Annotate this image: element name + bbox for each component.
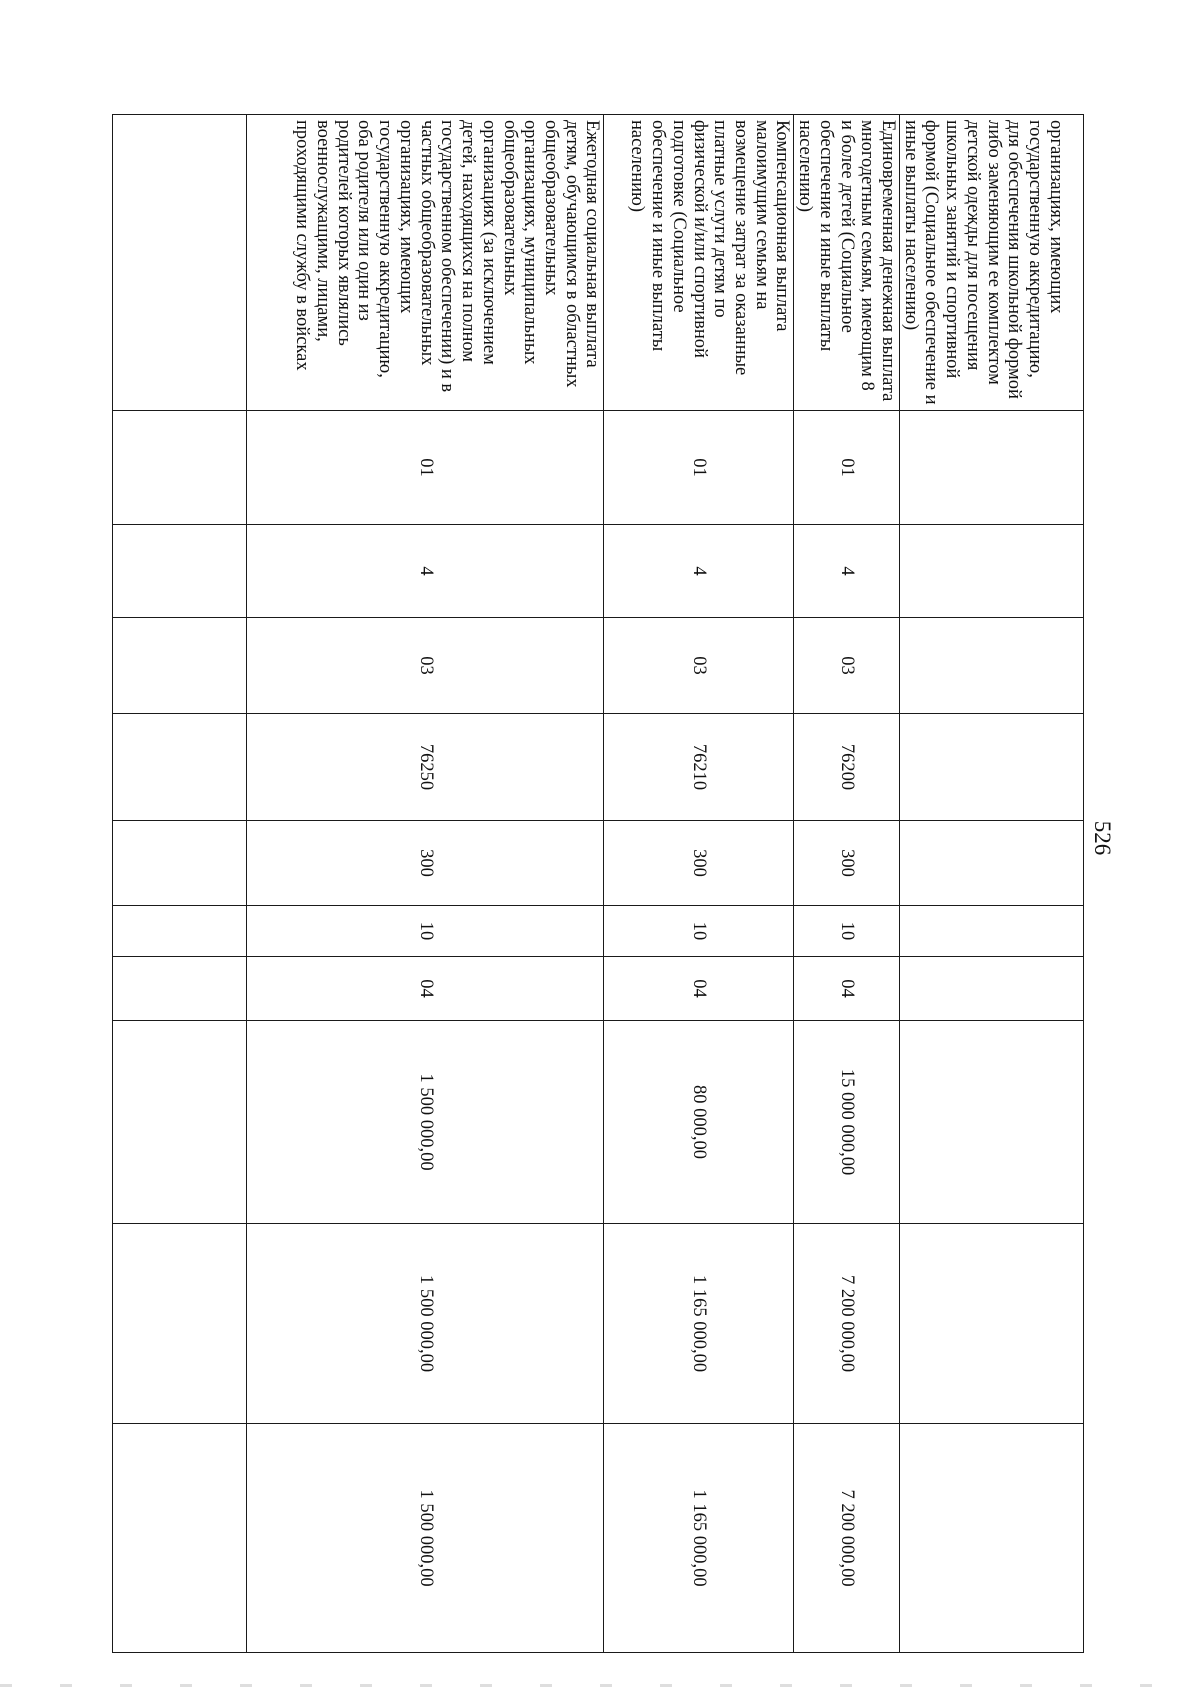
amount-year1-cell: 15 000 000,00 (794, 1021, 900, 1224)
amount-year2-cell: 1 165 000,00 (604, 1224, 794, 1424)
amount-year2-cell: 1 500 000,00 (247, 1224, 604, 1424)
program-code-cell (113, 411, 247, 525)
expense-name-cell: Ежегодная социальная выплата детям, обучающимся в областных общеобразовательных организациях, муниципальных общеобразовательных организациях (за исключением детей, находящихся на полном государственном обеспечении) и в частных общеобразовательных организациях, имеющих государственную аккредитацию, оба родителя или один из родителей которых являлись военнослужащими, лицами, проходящими службу в войсках (247, 115, 604, 411)
subsection-cell (113, 957, 247, 1021)
main-event-code-cell: 03 (247, 618, 604, 714)
subprogram-code-cell: 4 (247, 525, 604, 618)
table-row (113, 115, 247, 1653)
page-number: 526 (1090, 820, 1115, 856)
budget-table-rotated (126, 114, 1084, 1652)
expense-type-cell (113, 821, 247, 906)
direction-code-cell: 76200 (794, 714, 900, 821)
direction-code-cell (900, 714, 1084, 821)
amount-year3-cell (113, 1424, 247, 1653)
subsection-cell (900, 957, 1084, 1021)
amount-year1-cell: 80 000,00 (604, 1021, 794, 1224)
amount-year3-cell: 1 500 000,00 (247, 1424, 604, 1653)
amount-year2-cell (113, 1224, 247, 1424)
program-code-cell: 01 (247, 411, 604, 525)
expense-name-cell (113, 115, 247, 411)
program-code-cell: 01 (794, 411, 900, 525)
program-code-cell: 01 (604, 411, 794, 525)
main-event-code-cell: 03 (794, 618, 900, 714)
amount-year1-cell: 1 500 000,00 (247, 1021, 604, 1224)
section-cell (113, 906, 247, 957)
subsection-cell: 04 (247, 957, 604, 1021)
direction-code-cell: 76210 (604, 714, 794, 821)
amount-year1-cell (113, 1021, 247, 1224)
budget-table (112, 114, 1084, 1653)
subsection-cell: 04 (794, 957, 900, 1021)
table-row (794, 115, 900, 1653)
main-event-code-cell (900, 618, 1084, 714)
section-cell: 10 (604, 906, 794, 957)
direction-code-cell (113, 714, 247, 821)
subprogram-code-cell (113, 525, 247, 618)
main-event-code-cell (113, 618, 247, 714)
section-cell: 10 (247, 906, 604, 957)
amount-year2-cell: 7 200 000,00 (794, 1224, 900, 1424)
subprogram-code-cell: 4 (794, 525, 900, 618)
program-code-cell (900, 411, 1084, 525)
amount-year3-cell (900, 1424, 1084, 1653)
direction-code-cell: 76250 (247, 714, 604, 821)
subprogram-code-cell: 4 (604, 525, 794, 618)
expense-name-cell: Единовременная денежная выплата многодетным семьям, имеющим 8 и более детей (Социальное обеспечение и иные выплаты населению) (794, 115, 900, 411)
expense-name-cell: организациях, имеющих государственную аккредитацию, для обеспечения школьной формой либо заменяющим ее комплектом детской одежды для посещения школьных занятий и спортивной формой (Социальное обеспечение и иные выплаты населению) (900, 115, 1084, 411)
expense-type-cell (900, 821, 1084, 906)
table-row (604, 115, 794, 1653)
amount-year1-cell (900, 1021, 1084, 1224)
amount-year3-cell: 7 200 000,00 (794, 1424, 900, 1653)
table-row (900, 115, 1084, 1653)
subprogram-code-cell (900, 525, 1084, 618)
section-cell (900, 906, 1084, 957)
amount-year2-cell (900, 1224, 1084, 1424)
expense-type-cell: 300 (247, 821, 604, 906)
table-row (247, 115, 604, 1653)
scan-artifact-line (0, 1684, 1200, 1687)
main-event-code-cell: 03 (604, 618, 794, 714)
expense-type-cell: 300 (794, 821, 900, 906)
section-cell: 10 (794, 906, 900, 957)
expense-type-cell: 300 (604, 821, 794, 906)
expense-name-cell: Компенсационная выплата малоимущим семьям на возмещение затрат за оказанные платные услуги детям по физической и/или спортивной подготовке (Социальное обеспечение и иные выплаты населению) (604, 115, 794, 411)
subsection-cell: 04 (604, 957, 794, 1021)
amount-year3-cell: 1 165 000,00 (604, 1424, 794, 1653)
